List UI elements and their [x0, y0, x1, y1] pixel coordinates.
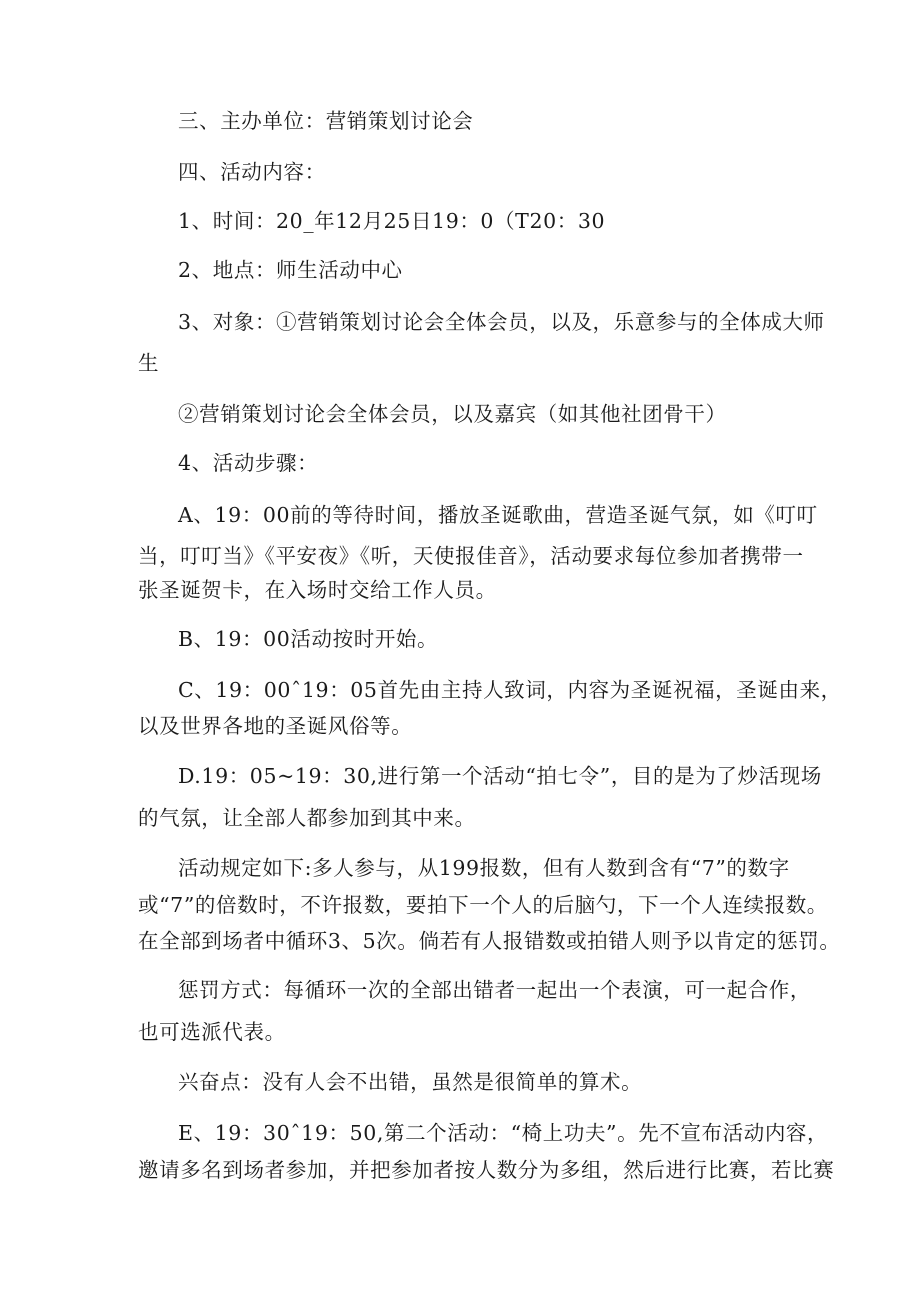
text-line-step-d-1: D.19：05~19：30,进行第一个活动“拍七令”，目的是为了炒活现场 [178, 764, 822, 788]
text-line-step-d-2: 的气氛，让全部人都参加到其中来。 [138, 806, 476, 830]
text-line-step-e-2: 邀请多名到场者参加，并把参加者按人数分为多组，然后进行比赛，若比赛 [138, 1158, 835, 1182]
text-line-penalty-1: 惩罚方式：每循环一次的全部出错者一起出一个表演，可一起合作， [178, 978, 811, 1002]
text-line-highlight: 兴奋点：没有人会不出错，虽然是很简单的算术。 [178, 1070, 643, 1094]
text-line-step-c-1: C、19：00ˆ19：05首先由主持人致词，内容为圣诞祝福，圣诞由来， [178, 678, 842, 702]
text-line-step-c-2: 以及世界各地的圣诞风俗等。 [138, 714, 413, 738]
text-line-organizer: 三、主办单位：营销策划讨论会 [178, 109, 474, 133]
text-line-step-a-1: A、19：00前的等待时间，播放圣诞歌曲，营造圣诞气氛，如《叮叮 [178, 503, 818, 527]
text-line-rules-3: 在全部到场者中循环3、5次。倘若有人报错数或拍错人则予以肯定的惩罚。 [138, 929, 841, 953]
text-line-step-b: B、19：00活动按时开始。 [178, 627, 439, 651]
text-line-location: 2、地点：师生活动中心 [178, 258, 403, 282]
text-line-step-a-3: 张圣诞贺卡，在入场时交给工作人员。 [138, 578, 497, 602]
text-line-penalty-2: 也可选派代表。 [138, 1020, 286, 1044]
text-line-step-e-1: E、19：30ˆ19：50,第二个活动：“椅上功夫”。先不宣布活动内容， [178, 1121, 829, 1145]
text-line-audience-2: ②营销策划讨论会全体会员，以及嘉宾（如其他社团骨干） [178, 402, 727, 426]
text-line-steps-heading: 4、活动步骤： [178, 451, 319, 475]
text-line-rules-1: 活动规定如下:多人参与，从199报数，但有人数到含有“7”的数字 [178, 856, 790, 880]
text-line-audience: 3、对象：①营销策划讨论会全体会员，以及，乐意参与的全体成大师 [178, 310, 825, 334]
text-line-rules-2: 或“7”的倍数时，不许报数，要拍下一个人的后脑勺，下一个人连续报数。 [138, 893, 828, 917]
text-line-step-a-2: 当，叮叮当》《平安夜》《听，天使报佳音》，活动要求每位参加者携带一 [138, 544, 804, 568]
text-line-audience-cont: 生 [138, 351, 160, 375]
text-line-content-heading: 四、活动内容： [178, 160, 326, 184]
text-line-time: 1、时间：20_年12月25日19：0（T20：30 [178, 209, 606, 233]
